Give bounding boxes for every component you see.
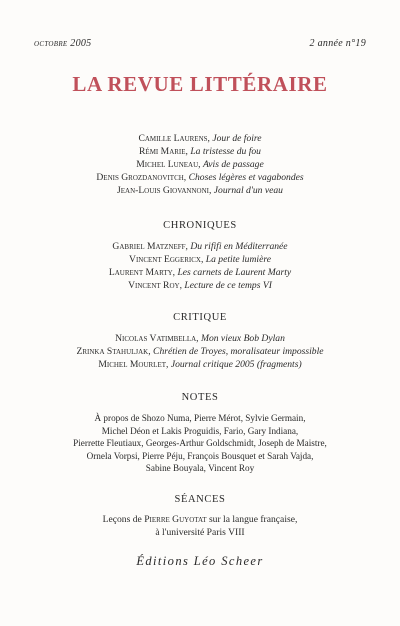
publisher-name: Éditions Léo Scheer <box>136 554 264 568</box>
notes-heading: NOTES <box>181 392 219 403</box>
chroniques-list <box>0 240 400 292</box>
list-item: Laurent Marty, Les carnets de Laurent Marty <box>108 267 292 278</box>
magazine-title: LA REVUE LITTÉRAIRE <box>72 72 328 96</box>
seances-heading: SÉANCES <box>174 494 226 505</box>
list-item: Rémi Marie, La tristesse du fou <box>139 146 261 157</box>
list-item: Michel Déon et Lakis Proguidis, Fario, Gary Indiana, <box>101 425 299 436</box>
list-item: Michel Luneau, Avis de passage <box>136 159 264 170</box>
list-item: Denis Grozdanovitch, Choses légères et vagabondes <box>96 172 304 183</box>
list-item: Pierrette Fleutiaux, Georges-Arthur Goldschmidt, Joseph de Maistre, <box>73 438 327 449</box>
issue-date: octobre 2005 <box>34 38 92 49</box>
issue-number: 2 année n°19 <box>309 38 366 49</box>
list-item: Michel Mourlet, Journal critique 2005 (fragments) <box>98 359 302 370</box>
notes-list <box>0 412 400 475</box>
list-item: à l'université Paris VIII <box>155 527 245 538</box>
list-item: Vincent Roy, Lecture de ce temps VI <box>128 280 272 291</box>
list-item: Sabine Bouyala, Vincent Roy <box>145 463 255 474</box>
list-item: Vincent Eggericx, La petite lumière <box>129 254 271 265</box>
critique-heading: CRITIQUE <box>173 312 227 323</box>
list-item: Leçons de Pierre Guyotat sur la langue française, <box>102 514 298 525</box>
chroniques-heading: CHRONIQUES <box>163 220 237 231</box>
critique-list <box>0 332 400 371</box>
list-item: Nicolas Vatimbella, Mon vieux Bob Dylan <box>115 333 285 344</box>
list-item: Ornela Vorpsi, Pierre Péju, François Bousquet et Sarah Vajda, <box>86 450 314 461</box>
list-item: Jean-Louis Giovannoni, Journal d'un veau <box>117 185 283 196</box>
list-item: Zrinka Stahuljak, Chrétien de Troyes, moralisateur impossible <box>76 346 324 357</box>
list-item: À propos de Shozo Numa, Pierre Mérot, Sylvie Germain, <box>94 413 306 423</box>
contributors-list <box>0 132 400 197</box>
list-item: Camille Laurens, Jour de foire <box>138 133 262 144</box>
list-item: Gabriel Matzneff, Du rififi en Méditerranée <box>112 241 288 252</box>
seances-text <box>0 513 400 539</box>
